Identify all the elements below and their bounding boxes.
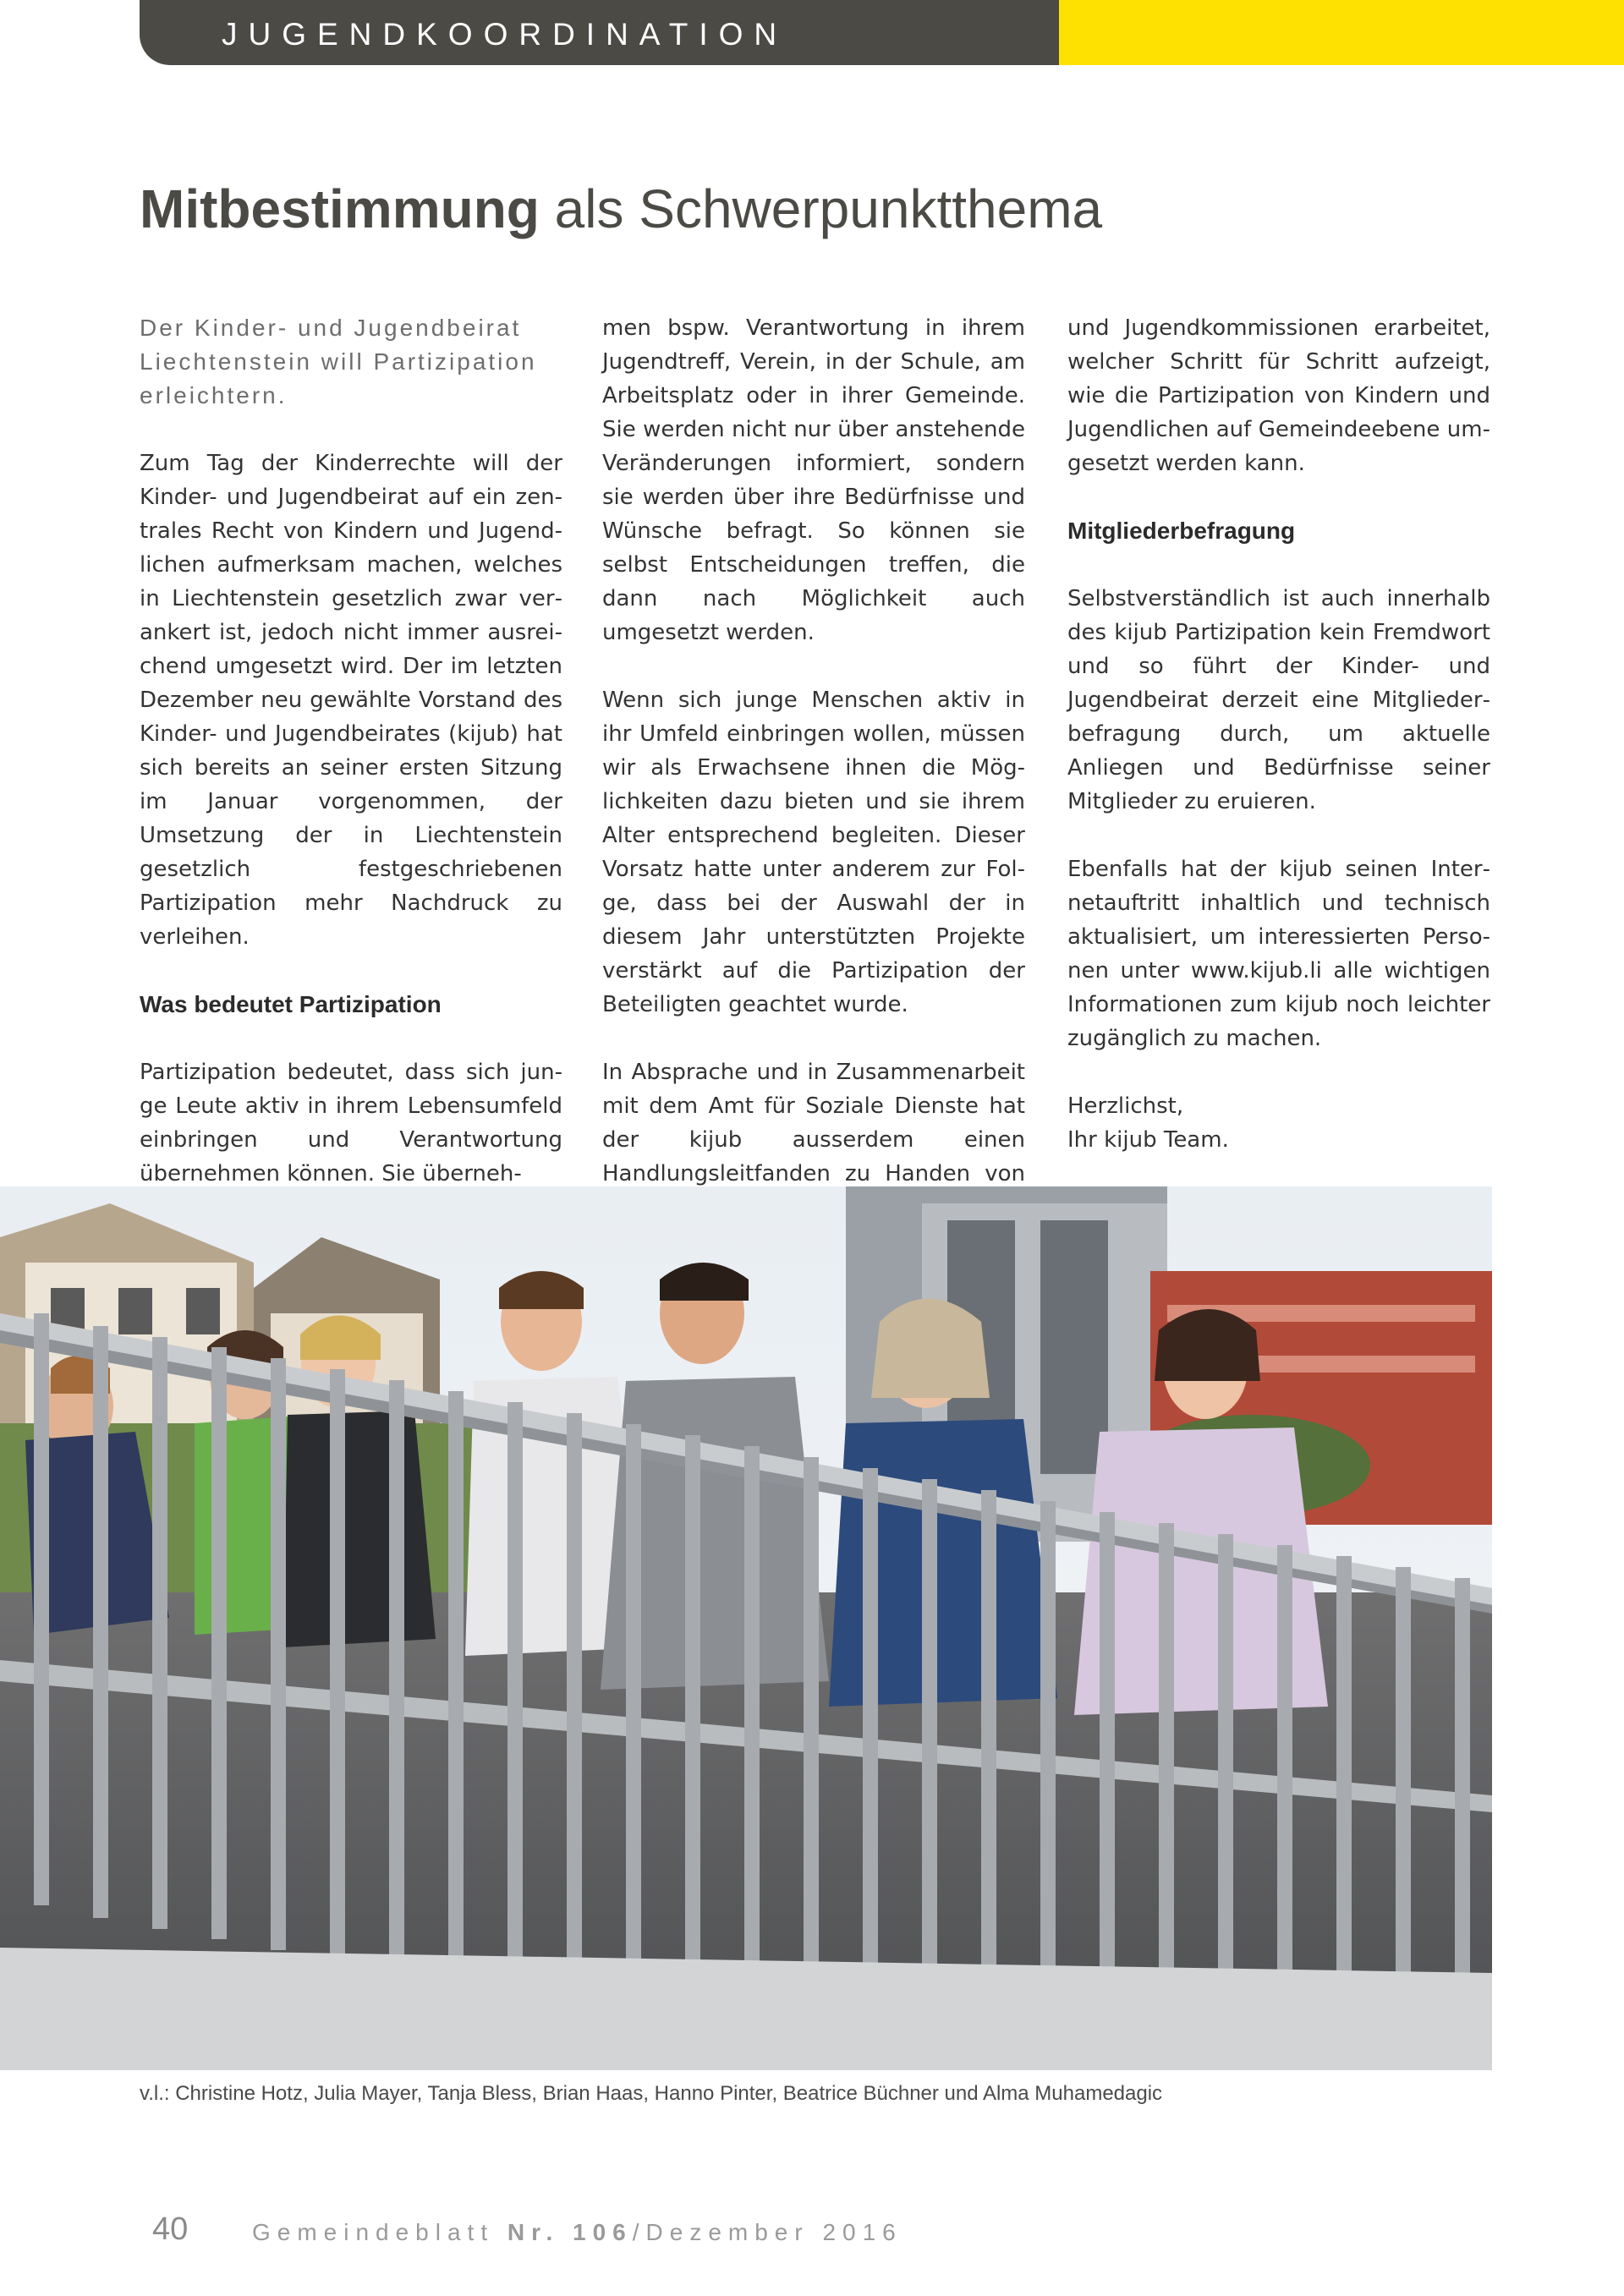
paragraph-definition-cont: men bspw. Verantwortung in ihrem Jugendtreff, Verein, in der Schule, am Arbeitsplatz oder in ihrer Gemeinde. Sie werden nicht nur über anstehende Veränderungen informiert, sondern sie werden über ihre Bedürfnisse und Wünsche befragt. So können sie selbst Entscheidungen treffen, die dann nach Möglichkeit auch umgesetzt werden. — [602, 315, 1025, 645]
section-label: JUGENDKOORDINATION — [222, 17, 788, 52]
article-lead: Der Kinder- und Jugendbeirat Liechtenstein will Partizipation erleichtern. — [140, 315, 537, 408]
paragraph-adults: Wenn sich junge Menschen aktiv in ihr Umfeld einbringen wollen, müssen wir als Erwachsene ihnen die Möglichkeiten dazu bieten und sie ihrem Alter entsprechend begleiten. Dieser Vorsatz hatte unter anderem zur Folge, dass bei der Auswahl der in diesem Jahr unterstützten Projekte verstärkt auf die Partizipation der Beteiligten geachtet wurde. — [602, 688, 1025, 1017]
header-accent-block — [1059, 0, 1624, 65]
paragraph-guideline-start: In Absprache und in Zusammenarbeit mit dem Amt für Soziale Dienste hat der kijub ausserdem einen Handlungsleitfanden zu Handen von — [602, 1060, 1025, 1186]
issue-date: /Dezember 2016 — [632, 2219, 903, 2245]
subheading-survey: Mitgliederbefragung — [1067, 518, 1296, 544]
paragraph-guideline-cont: und Jugendkommissionen erarbeitet, welcher Schritt für Schritt aufzeigt, wie die Partizipation von Kindern und Jugendlichen auf Gemeindeebene umgesetzt werden kann. — [1067, 315, 1490, 476]
title-rest: als Schwerpunktthema — [539, 178, 1103, 239]
closing-line-1: Herzlichst, — [1067, 1093, 1184, 1119]
title-bold: Mitbestimmung — [140, 178, 540, 239]
paragraph-definition-start: Partizipation bedeutet, dass sich junge Leute aktiv in ihrem Lebensumfeld einbringen und Verantwortung übernehmen können. Sie überneh- — [140, 1060, 562, 1186]
paragraph-website: Ebenfalls hat der kijub seinen Internetauftritt inhaltlich und technisch aktualisiert, um interessierten Personen unter www.kijub.li alle wichtigen Informationen zum kijub noch leichter zugänglich zu machen. — [1067, 857, 1490, 1051]
publication-name: Gemeindeblatt — [252, 2219, 508, 2245]
publication-info — [252, 2219, 903, 2246]
paragraph-intro: Zum Tag der Kinderrechte will der Kinder- und Jugendbeirat auf ein zentrales Recht von Kindern und Jugendlichen aufmerksam machen, welches in Liechtenstein gesetzlich zwar verankert ist, jedoch nicht immer ausreichend umgesetzt wird. Der im letzten Dezember neu gewählte Vorstand des Kinder- und Jugendbeirates (kijub) hat sich bereits an seiner ersten Sitzung im Januar vorgenommen, der Umsetzung der in Liechtenstein gesetzlich festgeschriebenen Partizipation mehr Nachdruck zu verleihen. — [140, 451, 562, 950]
article-title — [140, 178, 1102, 240]
closing-line-2: Ihr kijub Team. — [1067, 1127, 1229, 1153]
closing — [1067, 1089, 1490, 1157]
subheading-partizipation: Was bedeutet Partizipation — [140, 991, 442, 1017]
text-column-3 — [1067, 311, 1490, 1191]
photo-caption: v.l.: Christine Hotz, Julia Mayer, Tanja Bless, Brian Haas, Hanno Pinter, Beatrice Büchner und Alma Muhamedagic — [140, 2082, 1163, 2105]
page-number: 40 — [152, 2211, 189, 2247]
group-photo — [0, 1186, 1492, 2070]
text-column-2 — [602, 311, 1025, 1258]
paragraph-survey: Selbstverständlich ist auch innerhalb des kijub Partizipation kein Fremdwort und so führt der Kinder- und Jugendbeirat derzeit eine Mitgliederbefragung durch, um aktuelle Anliegen und Bedürfnisse seiner Mitglieder zu eruieren. — [1067, 586, 1490, 814]
text-column-1 — [140, 311, 562, 1225]
issue-number: Nr. 106 — [507, 2219, 633, 2245]
